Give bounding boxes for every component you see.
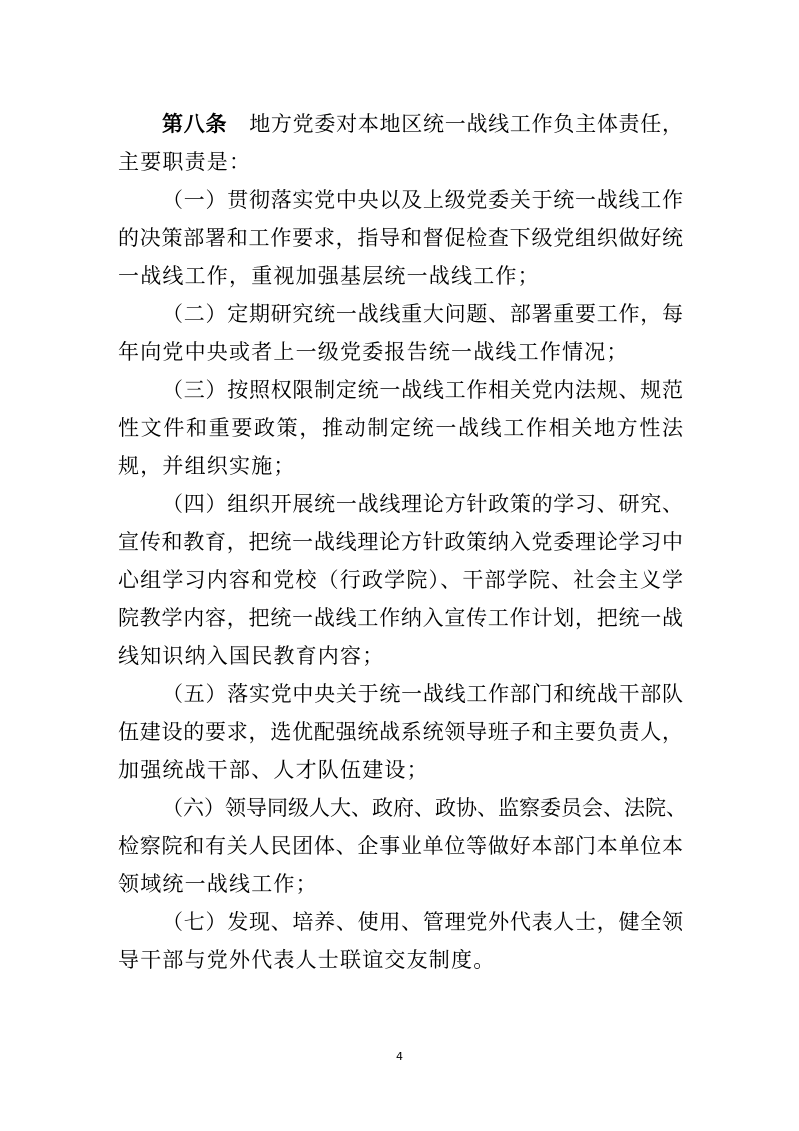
item-3-line: 性文件和重要政策，推动制定统一战线工作相关地方性法 [118,416,683,440]
page-number: 4 [396,1050,403,1063]
item-5-line: 加强统战干部、人才队伍建设； [118,758,429,782]
item-1-line: （一）贯彻落实党中央以及上级党委关于统一战线工作 [162,188,683,212]
article-first-line [162,104,683,144]
item-4-line: （四）组织开展统一战线理论方针政策的学习、研究、 [162,492,683,516]
item-3-line: （三）按照权限制定统一战线工作相关党内法规、规范 [162,378,683,402]
item-6-line: 检察院和有关人民团体、企事业单位等做好本部门本单位本 [118,834,683,858]
item-5-line: 伍建设的要求，选优配强统战系统领导班子和主要负责人， [118,720,683,744]
item-4-line: 院教学内容，把统一战线工作纳入宣传工作计划，把统一战 [118,606,683,630]
item-2-line: （二）定期研究统一战线重大问题、部署重要工作，每 [162,302,683,326]
item-6-line: 领域统一战线工作； [118,872,318,896]
article-heading: 第八条 [162,111,228,136]
article-text: 地方党委对本地区统一战线工作负主体责任， [249,112,684,136]
item-4-line: 心组学习内容和党校（行政学院）、干部学院、社会主义学 [118,568,683,592]
item-7-line: 导干部与党外代表人士联谊交友制度。 [118,948,496,972]
item-1-line: 一战线工作，重视加强基层统一战线工作； [118,264,540,288]
item-6-line: （六）领导同级人大、政府、政协、监察委员会、法院、 [162,796,687,820]
item-1-line: 的决策部署和工作要求，指导和督促检查下级党组织做好统 [118,226,683,250]
item-4-line: 宣传和教育，把统一战线理论方针政策纳入党委理论学习中 [118,530,683,554]
article-line: 主要职责是： [118,150,252,174]
item-3-line: 规，并组织实施； [118,454,296,478]
item-4-line: 线知识纳入国民教育内容； [118,644,385,668]
item-5-line: （五）落实党中央关于统一战线工作部门和统战干部队 [162,682,683,706]
item-2-line: 年向党中央或者上一级党委报告统一战线工作情况； [118,340,629,364]
item-7-line: （七）发现、培养、使用、管理党外代表人士，健全领 [162,910,683,934]
